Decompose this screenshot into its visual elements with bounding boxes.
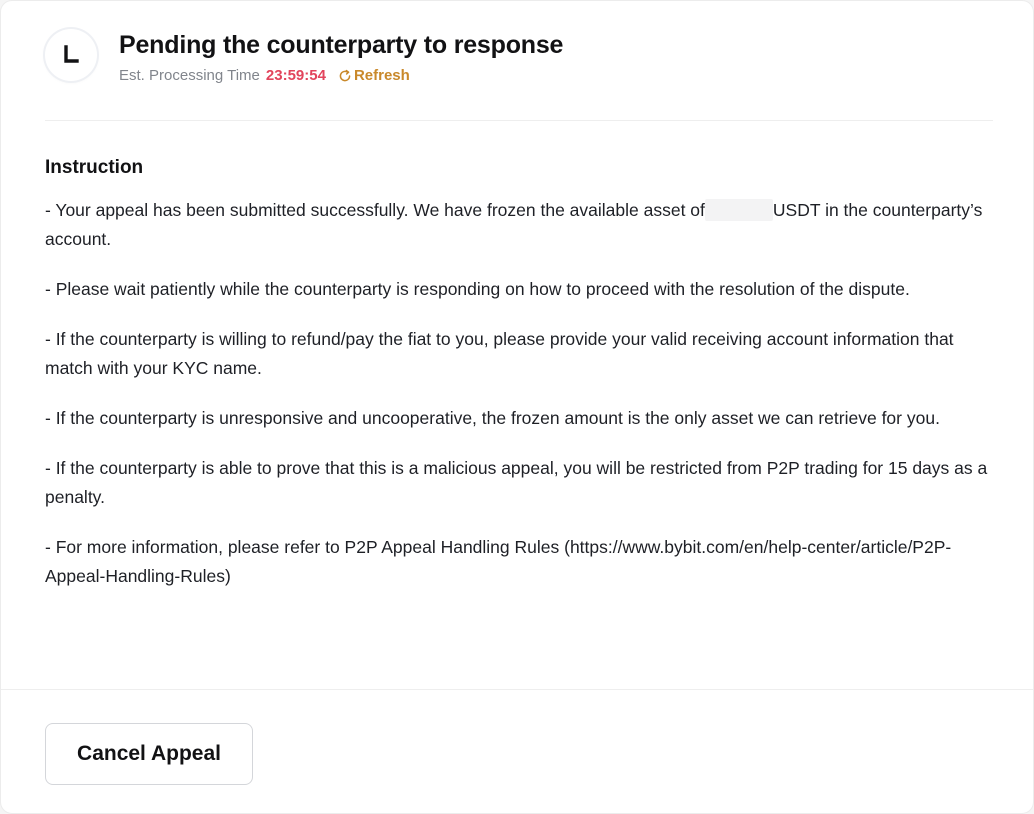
clock-icon (45, 29, 97, 81)
refresh-label: Refresh (353, 67, 410, 84)
status-header (45, 29, 993, 121)
instruction-title: Instruction (45, 157, 144, 178)
refresh-button[interactable] (338, 67, 410, 84)
cancel-appeal-button[interactable]: Cancel Appeal (45, 723, 253, 785)
masked-amount (705, 199, 773, 221)
eta-label: Est. Processing Time (119, 67, 260, 84)
instruction-item (45, 196, 993, 254)
instruction-item: - If the counterparty is willing to refund/pay the fiat to you, please provide your valid receiving account information that match with your KYC name. (45, 329, 954, 378)
refresh-icon (338, 69, 352, 83)
instruction-text: - Your appeal has been submitted successfully. We have frozen the available asset of (45, 200, 705, 220)
instruction-item: - For more information, please refer to P2P Appeal Handling Rules (https://www.bybit.com/en/help-center/article/P2P-Appeal-Handling-Rules) (45, 537, 952, 586)
instruction-item: - If the counterparty is able to prove that this is a malicious appeal, you will be restricted from P2P trading for 15 days as a penalty. (45, 458, 988, 507)
instruction-item: - If the counterparty is unresponsive and uncooperative, the frozen amount is the only asset we can retrieve for you. (45, 408, 940, 428)
instruction-text: USDT in the counterparty’s account. (45, 200, 983, 249)
processing-time-row (119, 67, 410, 84)
instruction-item: - Please wait patiently while the counterparty is responding on how to proceed with the resolution of the dispute. (45, 279, 910, 299)
page-title: Pending the counterparty to response (119, 31, 564, 59)
action-footer (1, 689, 1034, 814)
instruction-section (45, 157, 993, 612)
countdown-timer: 23:59:54 (265, 67, 326, 84)
